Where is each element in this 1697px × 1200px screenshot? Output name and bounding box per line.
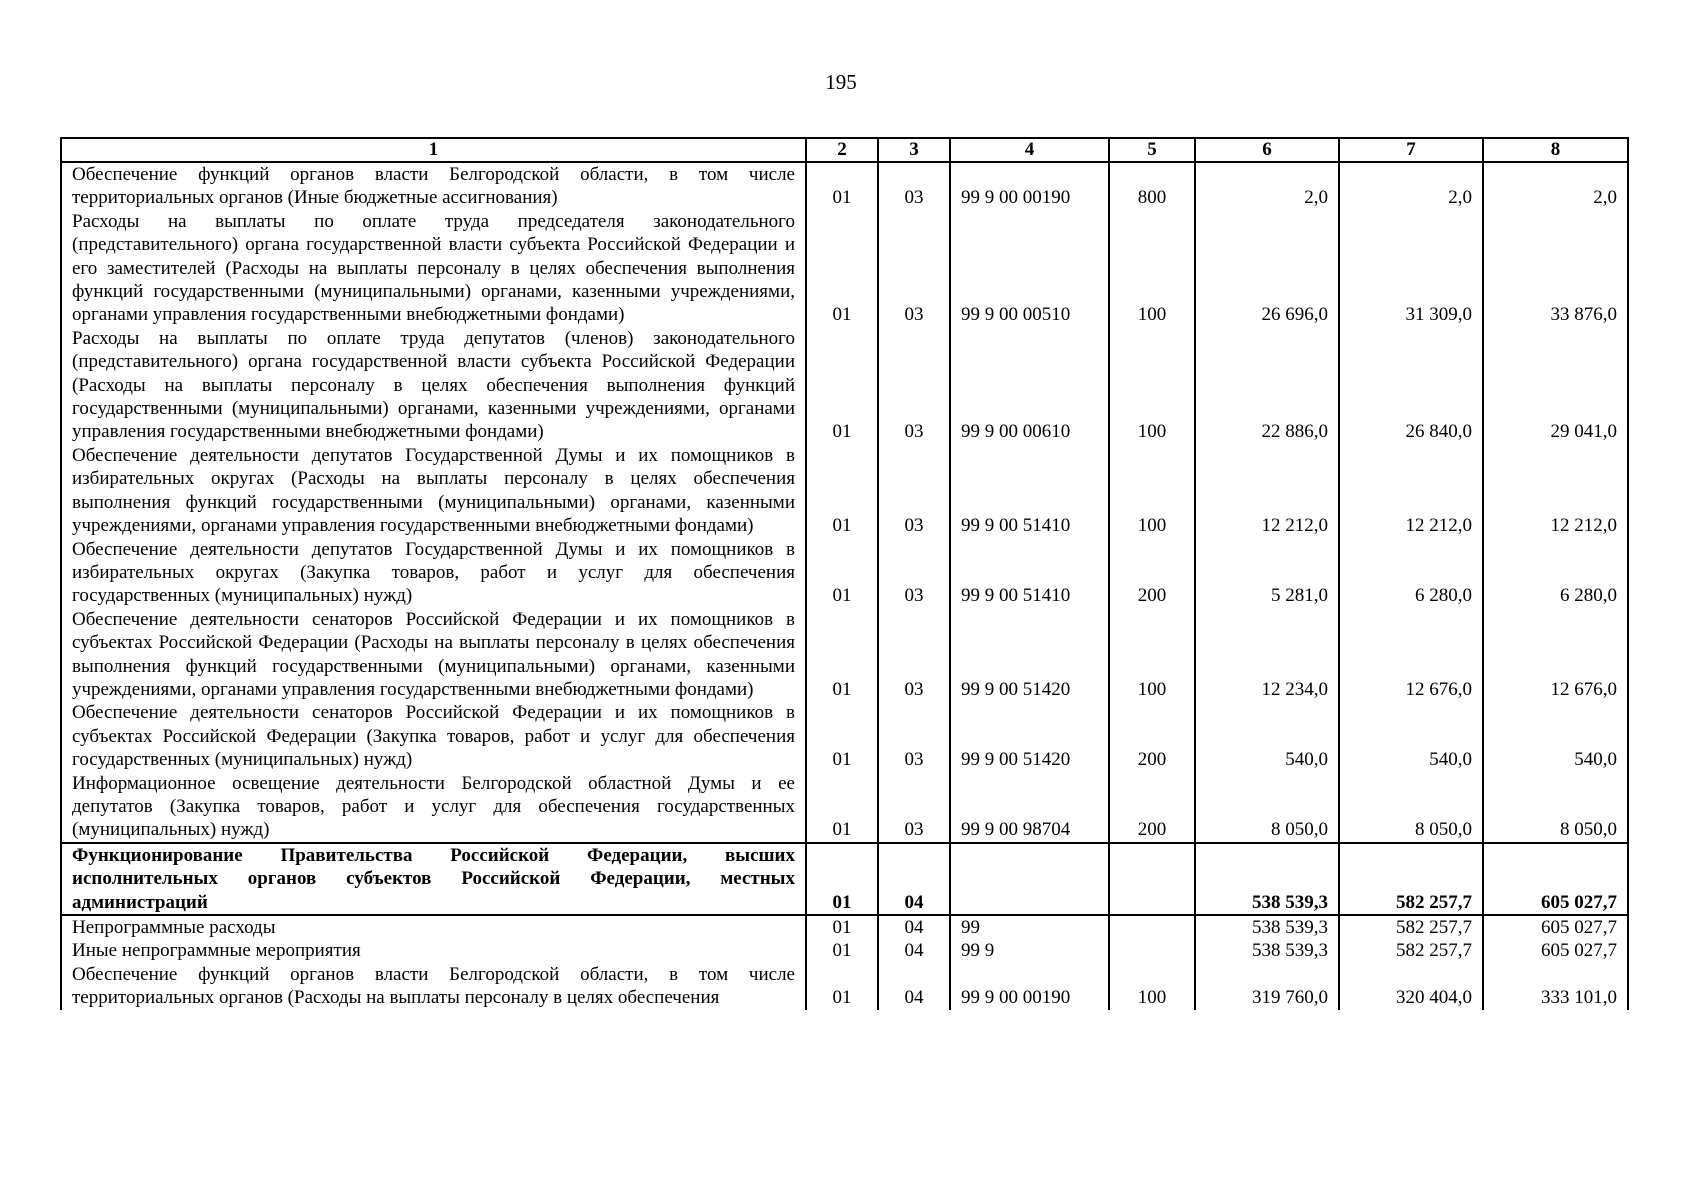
row-section: 01 xyxy=(806,162,878,210)
row-subsection: 03 xyxy=(878,327,950,444)
row-subsection: 04 xyxy=(878,963,950,1010)
row-expense-type: 100 xyxy=(1109,608,1195,702)
row-section: 01 xyxy=(806,210,878,327)
row-name: Обеспечение деятельности депутатов Государственной Думы и их помощников в избирательных округах (Закупка товаров, работ и услуг для обеспечения государственных (муниципальных) нужд) xyxy=(61,538,806,608)
row-amount-year2: 540,0 xyxy=(1339,701,1483,771)
row-amount-year2: 582 257,7 xyxy=(1339,939,1483,962)
header-cell: 1 xyxy=(61,138,806,162)
header-cell: 3 xyxy=(878,138,950,162)
row-section: 01 xyxy=(806,939,878,962)
row-target-article: 99 9 00 00510 xyxy=(950,210,1109,327)
row-section: 01 xyxy=(806,701,878,771)
row-subsection: 03 xyxy=(878,444,950,538)
row-target-article: 99 9 00 51410 xyxy=(950,444,1109,538)
row-expense-type: 800 xyxy=(1109,162,1195,210)
budget-table xyxy=(60,137,1629,1010)
header-cell: 5 xyxy=(1109,138,1195,162)
row-expense-type: 100 xyxy=(1109,444,1195,538)
row-expense-type: 200 xyxy=(1109,538,1195,608)
row-name: Обеспечение деятельности сенаторов Российской Федерации и их помощников в субъектах Российской Федерации (Расходы на выплаты персоналу в целях обеспечения выполнения функций государственными (муниципальными) органами, казенными учреждениями, органами управления государственными внебюджетными фондами) xyxy=(61,608,806,702)
header-cell: 4 xyxy=(950,138,1109,162)
row-name: Обеспечение деятельности сенаторов Российской Федерации и их помощников в субъектах Российской Федерации (Закупка товаров, работ и услуг для обеспечения государственных (муниципальных) нужд) xyxy=(61,701,806,771)
row-target-article: 99 9 00 51420 xyxy=(950,608,1109,702)
row-amount-year1: 538 539,3 xyxy=(1195,843,1339,915)
row-subsection: 03 xyxy=(878,210,950,327)
table-body xyxy=(61,162,1628,1010)
table-row xyxy=(61,963,1628,1010)
row-section: 01 xyxy=(806,608,878,702)
row-amount-year2: 12 212,0 xyxy=(1339,444,1483,538)
table-row xyxy=(61,915,1628,939)
table-row xyxy=(61,444,1628,538)
row-amount-year1: 26 696,0 xyxy=(1195,210,1339,327)
row-amount-year1: 12 212,0 xyxy=(1195,444,1339,538)
row-target-article: 99 9 00 00610 xyxy=(950,327,1109,444)
row-section: 01 xyxy=(806,963,878,1010)
row-amount-year2: 31 309,0 xyxy=(1339,210,1483,327)
row-expense-type: 100 xyxy=(1109,327,1195,444)
row-section: 01 xyxy=(806,444,878,538)
row-amount-year2: 12 676,0 xyxy=(1339,608,1483,702)
row-amount-year3: 333 101,0 xyxy=(1483,963,1628,1010)
row-expense-type xyxy=(1109,843,1195,915)
table-row xyxy=(61,772,1628,843)
row-expense-type: 200 xyxy=(1109,701,1195,771)
table-row xyxy=(61,608,1628,702)
row-name: Функционирование Правительства Российской Федерации, высших исполнительных органов субъектов Российской Федерации, местных администраций xyxy=(61,843,806,915)
page-number: 195 xyxy=(825,70,857,94)
row-target-article: 99 9 00 00190 xyxy=(950,963,1109,1010)
row-section: 01 xyxy=(806,327,878,444)
row-subsection: 03 xyxy=(878,772,950,843)
row-name: Информационное освещение деятельности Белгородской областной Думы и ее депутатов (Закупка товаров, работ и услуг для обеспечения государственных (муниципальных) нужд) xyxy=(61,772,806,843)
table-row xyxy=(61,327,1628,444)
row-expense-type xyxy=(1109,939,1195,962)
row-target-article: 99 9 00 51420 xyxy=(950,701,1109,771)
row-subsection: 04 xyxy=(878,915,950,939)
row-amount-year2: 6 280,0 xyxy=(1339,538,1483,608)
header-cell: 8 xyxy=(1483,138,1628,162)
header-cell: 6 xyxy=(1195,138,1339,162)
row-amount-year3: 8 050,0 xyxy=(1483,772,1628,843)
row-expense-type: 200 xyxy=(1109,772,1195,843)
row-subsection: 04 xyxy=(878,939,950,962)
row-amount-year1: 22 886,0 xyxy=(1195,327,1339,444)
header-cell: 7 xyxy=(1339,138,1483,162)
row-target-article: 99 xyxy=(950,915,1109,939)
row-name: Обеспечение функций органов власти Белгородской области, в том числе территориальных органов (Иные бюджетные ассигнования) xyxy=(61,162,806,210)
row-amount-year2: 320 404,0 xyxy=(1339,963,1483,1010)
table-row xyxy=(61,210,1628,327)
row-amount-year3: 605 027,7 xyxy=(1483,843,1628,915)
row-amount-year3: 6 280,0 xyxy=(1483,538,1628,608)
table-row-section-total xyxy=(61,843,1628,915)
row-amount-year3: 29 041,0 xyxy=(1483,327,1628,444)
row-amount-year1: 538 539,3 xyxy=(1195,939,1339,962)
row-name: Обеспечение функций органов власти Белгородской области, в том числе территориальных органов (Расходы на выплаты персоналу в целях обеспечения xyxy=(61,963,806,1010)
row-subsection: 03 xyxy=(878,162,950,210)
row-name: Расходы на выплаты по оплате труда депутатов (членов) законодательного (представительного) органа государственной власти субъекта Российской Федерации (Расходы на выплаты персоналу в целях обеспечения выполнения функций государственными (муниципальными) органами, казенными учреждениями, органами управления государственными внебюджетными фондами) xyxy=(61,327,806,444)
row-section: 01 xyxy=(806,843,878,915)
row-amount-year3: 33 876,0 xyxy=(1483,210,1628,327)
row-name: Иные непрограммные мероприятия xyxy=(61,939,806,962)
row-target-article: 99 9 00 51410 xyxy=(950,538,1109,608)
header-row xyxy=(61,138,1628,162)
row-target-article: 99 9 00 98704 xyxy=(950,772,1109,843)
row-section: 01 xyxy=(806,772,878,843)
row-amount-year2: 2,0 xyxy=(1339,162,1483,210)
row-subsection: 03 xyxy=(878,701,950,771)
row-section: 01 xyxy=(806,915,878,939)
row-amount-year1: 538 539,3 xyxy=(1195,915,1339,939)
row-subsection: 03 xyxy=(878,608,950,702)
table-row xyxy=(61,538,1628,608)
row-subsection: 04 xyxy=(878,843,950,915)
row-amount-year2: 582 257,7 xyxy=(1339,915,1483,939)
row-subsection: 03 xyxy=(878,538,950,608)
row-amount-year2: 582 257,7 xyxy=(1339,843,1483,915)
row-amount-year3: 540,0 xyxy=(1483,701,1628,771)
row-amount-year3: 605 027,7 xyxy=(1483,939,1628,962)
row-amount-year1: 5 281,0 xyxy=(1195,538,1339,608)
row-amount-year2: 8 050,0 xyxy=(1339,772,1483,843)
row-amount-year3: 12 212,0 xyxy=(1483,444,1628,538)
row-section: 01 xyxy=(806,538,878,608)
row-amount-year1: 2,0 xyxy=(1195,162,1339,210)
row-expense-type xyxy=(1109,915,1195,939)
row-name: Расходы на выплаты по оплате труда председателя законодательного (представительного) органа государственной власти субъекта Российской Федерации и его заместителей (Расходы на выплаты персоналу в целях обеспечения выполнения функций государственными (муниципальными) органами, казенными учреждениями, органами управления государственными внебюджетными фондами) xyxy=(61,210,806,327)
row-amount-year1: 12 234,0 xyxy=(1195,608,1339,702)
row-amount-year1: 319 760,0 xyxy=(1195,963,1339,1010)
row-amount-year1: 540,0 xyxy=(1195,701,1339,771)
row-amount-year1: 8 050,0 xyxy=(1195,772,1339,843)
row-expense-type: 100 xyxy=(1109,963,1195,1010)
row-target-article xyxy=(950,843,1109,915)
row-name: Обеспечение деятельности депутатов Государственной Думы и их помощников в избирательных округах (Расходы на выплаты персоналу в целях обеспечения выполнения функций государственными (муниципальными) органами, казенными учреждениями, органами управления государственными внебюджетными фондами) xyxy=(61,444,806,538)
row-target-article: 99 9 00 00190 xyxy=(950,162,1109,210)
row-target-article: 99 9 xyxy=(950,939,1109,962)
row-amount-year2: 26 840,0 xyxy=(1339,327,1483,444)
header-cell: 2 xyxy=(806,138,878,162)
row-name: Непрограммные расходы xyxy=(61,915,806,939)
row-amount-year3: 12 676,0 xyxy=(1483,608,1628,702)
table-row xyxy=(61,162,1628,210)
table-row xyxy=(61,701,1628,771)
row-amount-year3: 605 027,7 xyxy=(1483,915,1628,939)
row-amount-year3: 2,0 xyxy=(1483,162,1628,210)
row-expense-type: 100 xyxy=(1109,210,1195,327)
table-row xyxy=(61,939,1628,962)
